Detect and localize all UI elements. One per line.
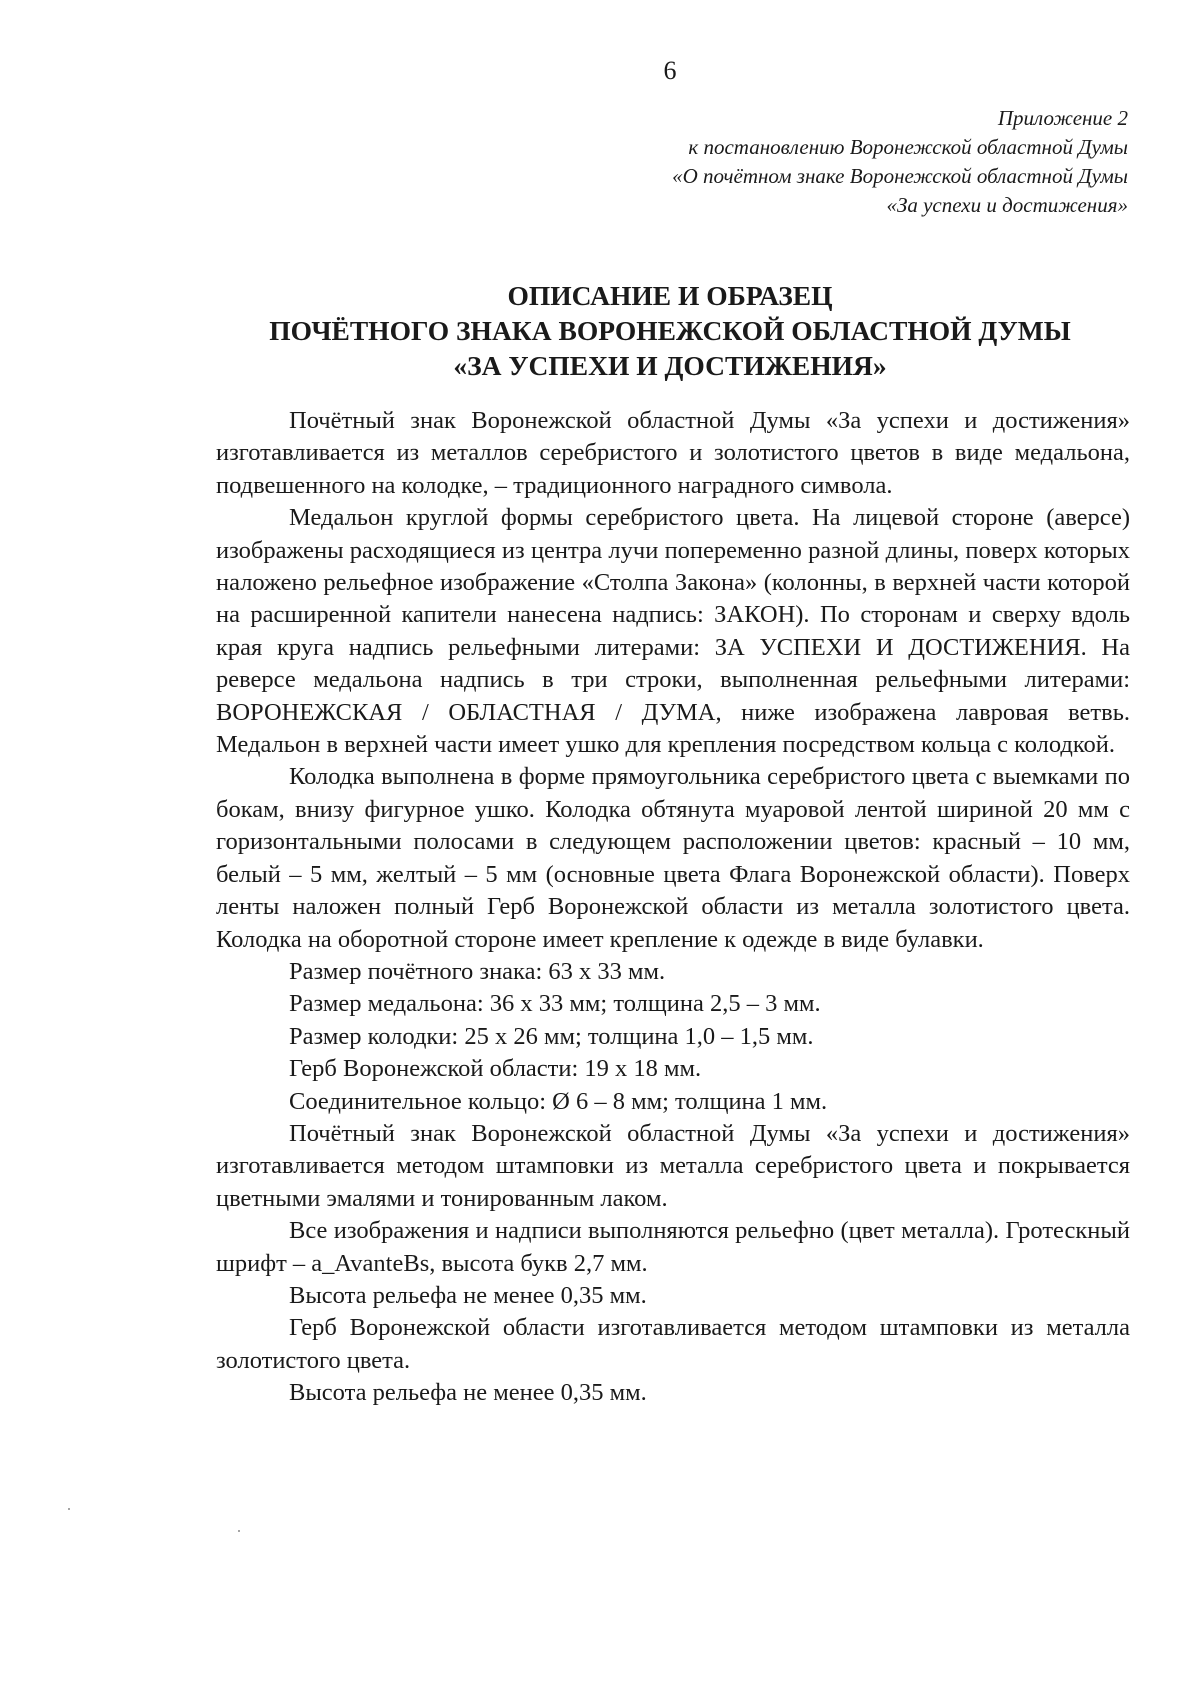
paragraph: Герб Воронежской области: 19 х 18 мм. xyxy=(289,1055,702,1083)
appendix-line-2: к постановлению Воронежской областной Думы xyxy=(688,135,1128,159)
title-line-1: ОПИСАНИЕ И ОБРАЗЕЦ xyxy=(507,280,833,311)
appendix-line-4: «За успехи и достижения» xyxy=(886,193,1128,217)
appendix-header xyxy=(428,104,1128,220)
paragraph: Почётный знак Воронежской областной Думы «За успехи и достижения» изготавливается из металлов серебристого и золотистого цветов в виде медальона, подвешенного на колодке, – традиционного наградного символа. xyxy=(216,407,1130,499)
paragraph: Все изображения и надписи выполняются рельефно (цвет металла). Гротескный шрифт – a_AvanteBs, высота букв 2,7 мм. xyxy=(216,1217,1130,1277)
scan-speck xyxy=(238,1530,240,1532)
paragraph: Почётный знак Воронежской областной Думы «За успехи и достижения» изготавливается методом штамповки из металла серебристого цвета и покрывается цветными эмалями и тонированным лаком. xyxy=(216,1119,1130,1212)
paragraph: Высота рельефа не менее 0,35 мм. xyxy=(289,1379,647,1407)
paragraph: Медальон круглой формы серебристого цвета. На лицевой стороне (аверсе) изображены расходящиеся из центра лучи попеременно разной длины, поверх которых наложено рельефное изображение «Столпа Закона» (колонны, в верхней части которой на расширенной капители нанесена надпись: ЗАКОН). По сторонам и сверху вдоль края круга надпись рельефными литерами: ЗА УСПЕХИ И ДОСТИЖЕНИЯ. На реверсе медальона надпись в три строки, выполненная рельефными литерами: ВОРОНЕЖСКАЯ / ОБЛАСТНАЯ / ДУМА, ниже изображена лавровая ветвь. Медальон в верхней части имеет ушко для крепления посредством кольца с колодкой. xyxy=(216,504,1130,759)
paragraph: Размер медальона: 36 х 33 мм; толщина 2,5 – 3 мм. xyxy=(289,990,821,1018)
title-line-3: «ЗА УСПЕХИ И ДОСТИЖЕНИЯ» xyxy=(453,350,887,381)
scan-speck xyxy=(68,1508,70,1510)
paragraph: Размер колодки: 25 х 26 мм; толщина 1,0 – 1,5 мм. xyxy=(289,1022,814,1050)
page-number: 6 xyxy=(663,56,677,85)
paragraph: Колодка выполнена в форме прямоугольника серебристого цвета с выемками по бокам, внизу фигурное ушко. Колодка обтянута муаровой лентой шириной 20 мм с горизонтальными полосами в следующем расположении цветов: красный – 10 мм, белый – 5 мм, желтый – 5 мм (основные цвета Флага Воронежской области). Поверх ленты наложен полный Герб Воронежской области из металла золотистого цвета. Колодка на оборотной стороне имеет крепление к одежде в виде булавки. xyxy=(216,763,1130,953)
paragraph: Соединительное кольцо: Ø 6 – 8 мм; толщина 1 мм. xyxy=(289,1087,828,1115)
appendix-line-1: Приложение 2 xyxy=(997,106,1128,130)
paragraph: Высота рельефа не менее 0,35 мм. xyxy=(289,1281,647,1309)
appendix-line-3: «О почётном знаке Воронежской областной Думы xyxy=(672,164,1128,188)
document-title xyxy=(220,278,1120,383)
paragraph: Герб Воронежской области изготавливается методом штамповки из металла золотистого цвета. xyxy=(216,1314,1130,1374)
document-body xyxy=(216,405,1130,1410)
paragraph: Размер почётного знака: 63 х 33 мм. xyxy=(289,957,666,985)
title-line-2: ПОЧЁТНОГО ЗНАКА ВОРОНЕЖСКОЙ ОБЛАСТНОЙ ДУМЫ xyxy=(269,315,1071,346)
